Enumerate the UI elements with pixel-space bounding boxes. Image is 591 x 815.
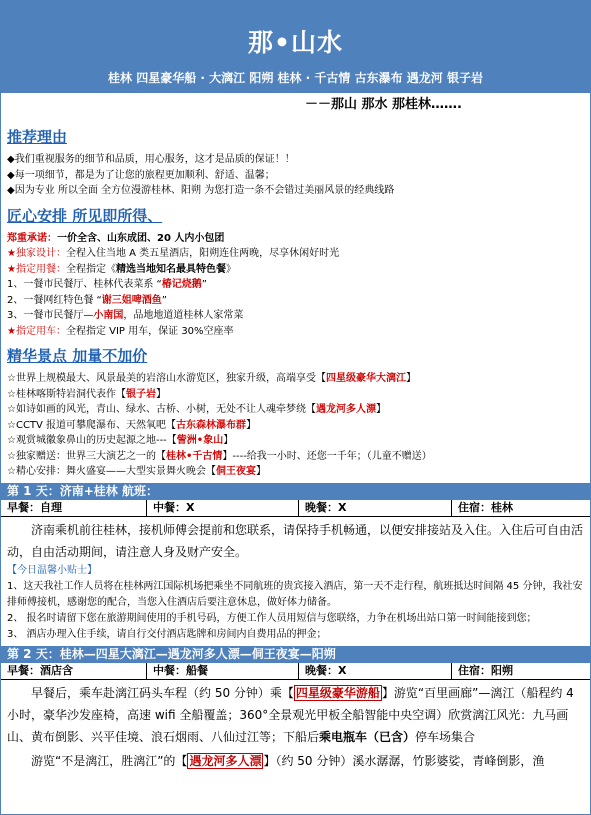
spot-end: 】----给我一小时、还您一千年；（儿童不赠送） (222, 450, 432, 462)
spot-end: 】 (223, 435, 234, 446)
day2-text: 停车场集合 (415, 729, 476, 744)
spot-text: ☆CCTV 报道可攀爬瀑布、天然氧吧【 (7, 419, 177, 431)
day1-lunch: 中餐：X (147, 500, 299, 516)
day1-breakfast: 早餐：自理 (1, 500, 147, 516)
spot-text: ☆观赏城徽象鼻山的历史起源之地---【 (7, 435, 177, 446)
spot-line (1, 433, 590, 449)
day2-highlight: 四星级豪华游船 (295, 685, 380, 700)
promise-text: 一价全含、山东成团、20 人内小包团 (57, 232, 225, 244)
spot-name: 桂林•千古情 (165, 450, 223, 462)
page-title: 那•山水 (248, 28, 343, 57)
day2-text: 早餐后，乘车赴漓江码头车程（约 50 分钟）乘【 (31, 685, 294, 700)
spot-text: ☆桂林喀斯特岩洞代表作【 (7, 388, 126, 400)
meal-item-end: ” (161, 294, 167, 306)
day1-dinner: 晚餐：X (299, 500, 452, 516)
meal-item-dish: 小南国 (93, 310, 124, 321)
spot-text: ☆精心安排：舞火盛宴——大型实景舞火晚会【 (7, 466, 216, 477)
car-text: 全程指定 VIP 用车，保证 30%空座率 (65, 325, 234, 337)
day2-highlight: 遇龙河多人漂 (189, 753, 262, 768)
header-banner (1, 1, 590, 93)
spot-name: 訾洲•象山 (176, 435, 224, 446)
day2-description-2 (1, 748, 590, 772)
day2-bold: 乘电瓶车（已含） (319, 729, 416, 744)
day2-text: 】游览“百里画廊”—漓江（船程约 4 小时，豪华沙发座椅，高速 wifi 全船覆盖；360°全景观光甲板全船智能中央空调）欣赏漓江风光：九马画山、黄布倒影、兴平佳境、浪石烟雨、八仙过江等；下船后 (7, 685, 574, 744)
meal-item-text: 2、一餐网红特色餐 “ (7, 294, 102, 306)
meal-item-dish: 谢三姐啤酒鱼 (101, 294, 162, 306)
spot-name: 银子岩 (125, 388, 156, 400)
day2-description (1, 680, 590, 748)
day2-meals (1, 663, 590, 680)
car-label: ★指定用车： (7, 325, 66, 337)
spot-text: ☆世界上规模最大、风景最美的岩溶山水游览区，独家升级，高端享受【 (7, 373, 326, 384)
meal-highlight: 精选当地知名最具特色餐 (115, 263, 226, 275)
day1-meals (1, 500, 590, 517)
tagline: －－那山 那水 那桂林……. (305, 97, 462, 112)
day1-tip: 3、 酒店办理入住手续，请自行交付酒店匙牌和房间内自费用品的押金； (7, 628, 327, 640)
meal-item-end: ，品地地道道桂林人家常菜 (123, 310, 244, 321)
spot-text: ☆独家赠送：世界三大演艺之一的【 (7, 450, 166, 462)
meal-item (1, 293, 590, 309)
meal-item-text: 3、一餐市民餐厅— (7, 310, 94, 321)
meal-item (1, 308, 590, 324)
day1-stay: 住宿：桂林 (458, 500, 513, 514)
day1-tip: 2、 报名时请留下您在旅游期间使用的手机号码，方便工作人员用短信与您联络，力争在机场出站口第一时间能接到您； (7, 612, 537, 624)
meal-text-end: 》 (225, 263, 236, 275)
spot-name: 遇龙河多人漂 (315, 404, 376, 415)
spot-line (1, 418, 590, 434)
spot-text: ☆如诗如画的风光，青山、绿水、古桥、小树，无处不让人魂牵梦绕【 (7, 404, 316, 415)
meal-text: 全程指定《 (65, 263, 116, 275)
spot-end: 】 (255, 466, 266, 477)
spot-end: 】 (375, 404, 386, 415)
spot-line (1, 464, 590, 480)
day1-header: 第 1 天：济南+桂林 航班： (1, 483, 590, 500)
reason-line: ◆因为专业 所以全面 全方位漫游桂林、阳朔 为您打造一条不会错过美丽风景的经典线路 (7, 185, 395, 196)
meal-label: ★指定用餐： (7, 263, 66, 275)
day1-tip: 1、这天我社工作人员将在桂林两江国际机场把乘坐不同航班的贵宾接入酒店，第一天不走行程，航班抵达时间隔 45 分钟，我社安排师傅接机，感谢您的配合，当您入住酒店后要注意休息，做好体力储备。 (7, 580, 583, 608)
day2-text: 】（约 50 分钟）溪水潺潺，竹影婆娑，青峰倒影，渔 (263, 753, 545, 768)
day2-lunch: 中餐：船餐 (147, 663, 299, 679)
hotel-line (1, 246, 590, 262)
spot-end: 】 (246, 419, 257, 431)
day2-dinner: 晚餐：X (299, 663, 452, 679)
meal-item-dish: 椿记烧鹅 (161, 279, 202, 290)
spot-name: 侗王夜宴 (215, 466, 256, 477)
day2-text: 游览“不是漓江，胜漓江”的【 (31, 753, 188, 768)
hotel-text: 全程入住当地 A 类五星酒店，阳朔连住两晚，尽享休闲好时光 (65, 248, 340, 259)
meal-item-text: 1、一餐市民餐厅、桂林代表菜系 “ (7, 279, 162, 290)
hotel-label: ★独家设计： (7, 248, 66, 259)
spot-line (1, 449, 590, 465)
meal-line (1, 262, 590, 278)
meal-item-end: ” (201, 279, 207, 290)
spot-line (1, 371, 590, 387)
day1-description: 济南乘机前往桂林，接机师傅会提前和您联系，请保持手机畅通，以便安排接站及入住。入住后可自由活动，自由活动期间，请注意人身及财产安全。 (7, 522, 584, 559)
car-line (1, 324, 590, 340)
spot-line (1, 402, 590, 418)
day2-breakfast: 早餐：酒店含 (1, 663, 147, 679)
reason-line: ◆我们重视服务的细节和品质，用心服务，这才是品质的保证！！ (7, 154, 295, 165)
promise-label: 郑重承诺： (7, 232, 57, 244)
section-title-arrangement: 匠心安排 所见即所得、 (7, 206, 163, 225)
meal-item (1, 277, 590, 293)
reason-line: ◆每一项细节，都是为了让您的旅程更加顺利、舒适、温馨； (7, 169, 275, 181)
day2-stay: 住宿：阳朔 (458, 663, 513, 677)
spot-line (1, 387, 590, 403)
day1-tips-title: 【今日温馨小贴士】 (7, 564, 97, 576)
spot-name: 古东森林瀑布群 (176, 419, 247, 431)
spot-end: 】 (155, 388, 166, 400)
section-title-reasons: 推荐理由 (7, 128, 68, 146)
spot-name: 四星级豪华大漓江 (325, 373, 406, 384)
promise-line (1, 231, 590, 247)
route-subtitle: 桂林 四星豪华船 · 大漓江 阳朔 桂林 · 千古情 古东瀑布 遇龙河 银子岩 (108, 71, 483, 85)
spot-end: 】 (405, 373, 416, 384)
section-title-spots: 精华景点 加量不加价 (7, 347, 148, 365)
day2-header: 第 2 天：桂林—四星大漓江—遇龙河多人漂—侗王夜宴—阳朔 (1, 646, 590, 663)
